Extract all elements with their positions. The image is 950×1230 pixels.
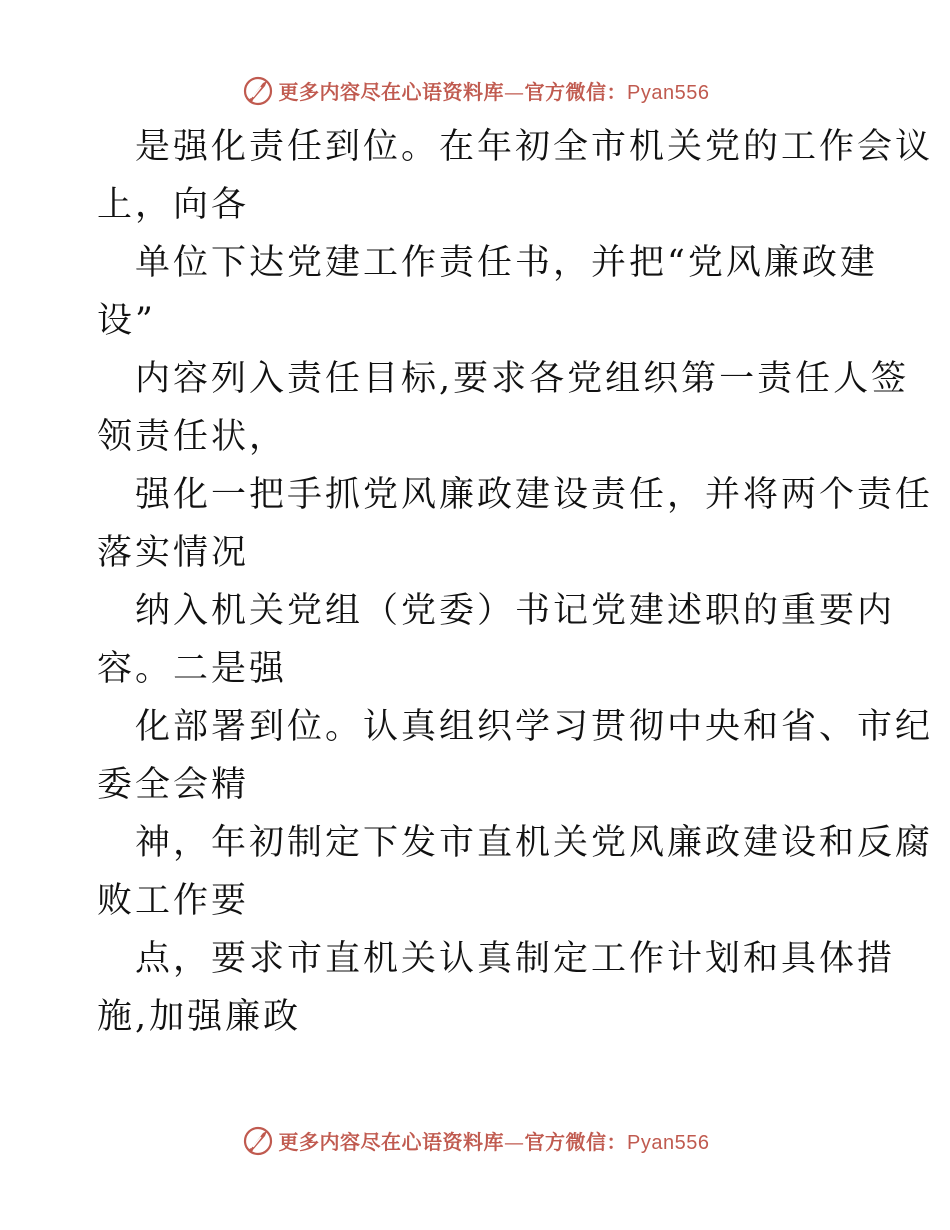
paragraph (97, 582, 896, 698)
header-banner-title: 更多内容尽在心语资料库 (278, 79, 505, 104)
paragraph (97, 814, 934, 930)
paragraph-line: 内容列入责任目标,要求各党组织第一责任人签 (135, 359, 910, 399)
paragraph (97, 930, 896, 1046)
paragraph (97, 118, 934, 234)
document-body (97, 118, 934, 1046)
paragraph-line: 落实情况 (97, 533, 250, 573)
footer-banner-text (279, 1126, 710, 1155)
quill-pen-logo-icon (241, 73, 275, 107)
paragraph-line: 败工作要 (97, 881, 250, 921)
paragraph-line: 施,加强廉政 (97, 997, 302, 1037)
header-banner-wechat-label: 官方微信： (524, 79, 628, 104)
paragraph-line: 纳入机关党组（党委）书记党建述职的重要内 (135, 591, 896, 631)
header-banner-wechat-id: Pyan556 (627, 81, 710, 104)
paragraph (97, 698, 934, 814)
paragraph-line: 化部署到位。认真组织学习贯彻中央和省、市纪 (135, 707, 934, 747)
footer-banner-dash: — (504, 1129, 525, 1154)
paragraph (97, 350, 910, 466)
header-banner (0, 70, 950, 110)
paragraph (97, 234, 878, 350)
paragraph-line: 领责任状， (97, 417, 288, 457)
header-banner-dash: — (504, 79, 525, 104)
paragraph-line: 设” (97, 301, 156, 341)
paragraph-line: 神，年初制定下发市直机关党风廉政建设和反腐 (135, 823, 934, 863)
paragraph-line: 单位下达党建工作责任书，并把“党风廉政建 (135, 243, 878, 283)
paragraph-line: 上，向各 (97, 185, 250, 225)
paragraph-line: 强化一把手抓党风廉政建设责任，并将两个责任 (135, 475, 934, 515)
paragraph-line: 委全会精 (97, 765, 250, 805)
paragraph-line: 点，要求市直机关认真制定工作计划和具体措 (135, 939, 896, 979)
footer-banner (0, 1120, 950, 1160)
paragraph (97, 466, 934, 582)
header-banner-text (279, 76, 710, 105)
paragraph-line: 容。二是强 (97, 649, 288, 689)
footer-banner-wechat-label: 官方微信： (524, 1129, 628, 1154)
quill-pen-logo-icon (241, 1123, 275, 1157)
footer-banner-title: 更多内容尽在心语资料库 (278, 1129, 505, 1154)
paragraph-line: 是强化责任到位。在年初全市机关党的工作会议 (135, 127, 934, 167)
footer-banner-wechat-id: Pyan556 (627, 1131, 710, 1154)
